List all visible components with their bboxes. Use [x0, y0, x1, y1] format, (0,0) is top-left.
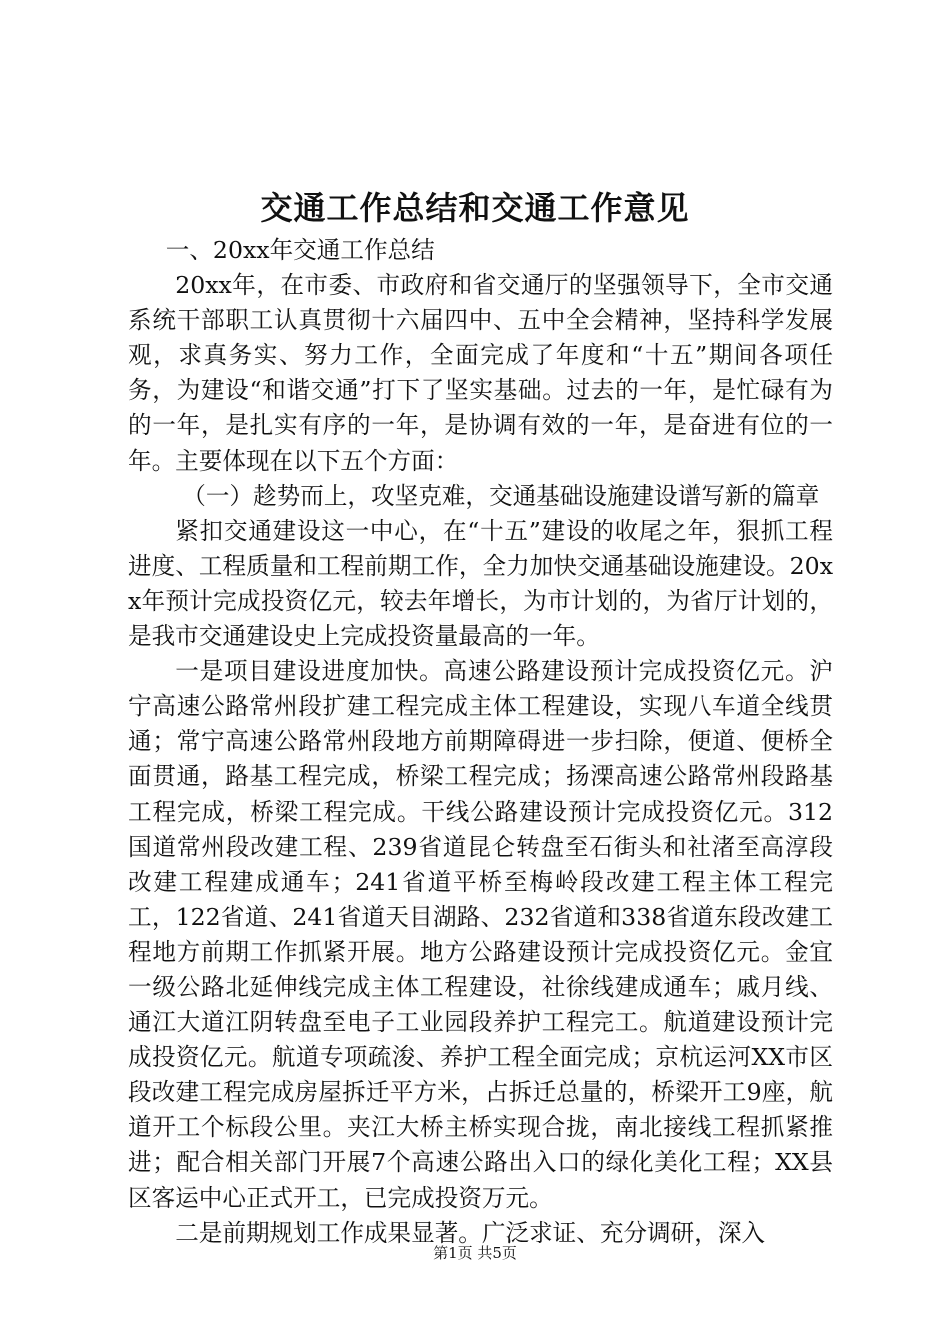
- body-paragraph: 一是项目建设进度加快。高速公路建设预计完成投资亿元。沪宁高速公路常州段扩建工程完成主体工程建设，实现八车道全线贯通；常宁高速公路常州段地方前期障碍进一步扫除，便道、便桥全面贯通，路基工程完成，桥梁工程完成；扬溧高速公路常州段路基工程完成，桥梁工程完成。干线公路建设预计完成投资亿元。312国道常州段改建工程、239省道昆仑转盘至石街头和社渚至高淳段改建工程建成通车；241省道平桥至梅岭段改建工程主体工程完工，122省道、241省道天目湖路、232省道和338省道东段改建工程地方前期工作抓紧开展。地方公路建设预计完成投资亿元。金宜一级公路北延伸线完成主体工程建设，社徐线建成通车；戚月线、通江大道江阴转盘至电子工业园段养护工程完工。航道建设预计完成投资亿元。航道专项疏浚、养护工程全面完成；京杭运河XX市区段改建工程完成房屋拆迁平方米，占拆迁总量的，桥梁开工9座，航道开工个标段公里。夹江大桥主桥实现合拢，南北接线工程抓紧推进；配合相关部门开展7个高速公路出入口的绿化美化工程；XX县区客运中心正式开工，已完成投资万元。: [128, 657, 833, 1212]
- subsection-heading: （一）趁势而上，攻坚克难，交通基础设施建设谱写新的篇章: [182, 481, 820, 510]
- document-title: 交通工作总结和交通工作意见: [260, 189, 690, 227]
- document-body: [128, 233, 833, 1251]
- body-paragraph: 紧扣交通建设这一中心，在“十五”建设的收尾之年，狠抓工程进度、工程质量和工程前期工作，全力加快交通基础设施建设。20xx年预计完成投资亿元，较去年增长，为市计划的，为省厅计划的，是我市交通建设史上完成投资量最高的一年。: [128, 516, 833, 651]
- body-paragraph: 二是前期规划工作成果显著。广泛求证、充分调研，深入: [175, 1218, 766, 1247]
- body-paragraph: 20xx年，在市委、市政府和省交通厅的坚强领导下，全市交通系统干部职工认真贯彻十六届四中、五中全会精神，坚持科学发展观，求真务实、努力工作，全面完成了年度和“十五”期间各项任务，为建设“和谐交通”打下了坚实基础。过去的一年，是忙碌有为的一年，是扎实有序的一年，是协调有效的一年，是奋进有位的一年。主要体现在以下五个方面：: [128, 271, 833, 475]
- section-heading: 一、20xx年交通工作总结: [165, 236, 435, 264]
- page-number-footer: 第1页 共5页: [433, 1244, 517, 1262]
